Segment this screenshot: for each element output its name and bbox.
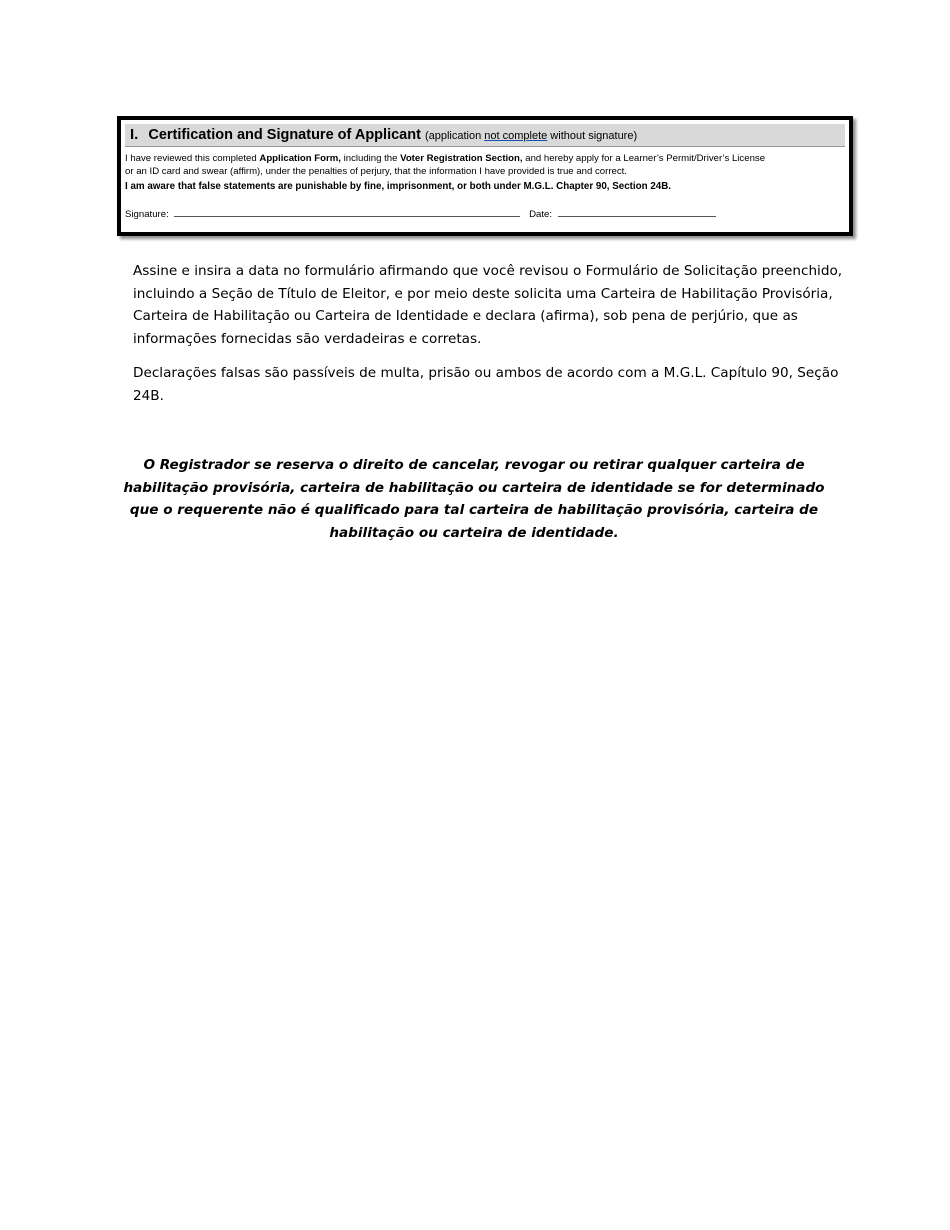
section-title: Certification and Signature of Applicant	[148, 127, 421, 143]
translation-paragraph-2	[133, 362, 848, 407]
form-body-line-1	[125, 153, 841, 166]
translation-text-1: Assine e insira a data no formulário afirmando que você revisou o Formulário de Solicitação preenchido, incluindo a Seção de Título de Eleitor, e por meio deste solicita uma Carteira de Habilitação Provisória, Carteira de Habilitação ou Carteira de Identidade e declara (afirma), sob pena de perjúrio, que as informações fornecidas são verdadeiras e corretas.	[133, 263, 843, 347]
body-bold-voter-section: Voter Registration Section,	[400, 153, 523, 164]
note-close: without signature)	[547, 130, 638, 142]
note-underlined: not complete	[484, 130, 548, 142]
signature-label: Signature:	[125, 209, 169, 220]
certification-form-image	[117, 116, 853, 236]
registrar-notice: O Registrador se reserva o direito de cancelar, revogar ou retirar qualquer carteira de habilitação provisória, carteira de habilitação ou carteira de identidade se for determinado que o requerente não é qualificado para tal carteira de habilitação provisória, carteira de habilitação ou carteira de identidade.	[123, 457, 825, 541]
translation-text-2: Declarações falsas são passíveis de multa, prisão ou ambos de acordo com a M.G.L. Capítulo 90, Seção 24B.	[133, 365, 839, 404]
body-text: I have reviewed this completed	[125, 153, 260, 164]
section-note	[425, 130, 637, 142]
date-label: Date:	[529, 209, 553, 220]
form-section-header	[125, 124, 845, 147]
note-open: (application	[424, 130, 485, 142]
body-bold-application-form: Application Form,	[259, 153, 341, 164]
form-body	[125, 153, 841, 194]
signature-line	[174, 208, 520, 217]
aware-statement: I am aware that false statements are punishable by fine, imprisonment, or both under M.G.L. Chapter 90, Section 24B.	[125, 181, 672, 192]
date-line	[558, 208, 716, 217]
translation-paragraph-1	[133, 260, 848, 350]
body-text: and hereby apply for a Learner’s Permit/Driver’s License	[522, 153, 766, 164]
signature-row	[125, 208, 716, 220]
form-body-line-2: or an ID card and swear (affirm), under the penalties of perjury, that the information I have provided is true and correct.	[125, 165, 627, 177]
body-text: including the	[340, 153, 401, 164]
section-number: I.	[130, 126, 139, 143]
